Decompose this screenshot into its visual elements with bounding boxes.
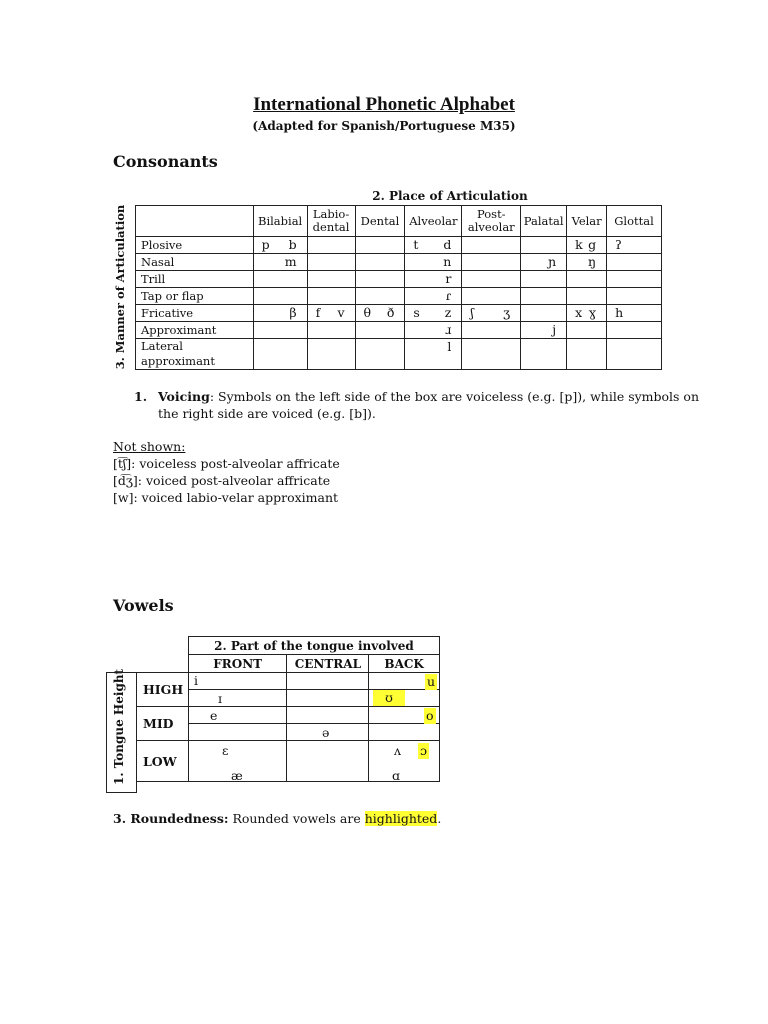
consonant-cell <box>567 339 607 370</box>
consonant-cell <box>355 237 405 254</box>
voiceless-symbol: ʃ <box>470 305 474 320</box>
consonant-cell <box>253 305 307 322</box>
voiceless-symbol: p <box>261 237 270 252</box>
col-header: Labio- dental <box>307 206 355 237</box>
row-label: Approximant <box>136 322 254 339</box>
voiceless-symbol: k <box>575 237 583 252</box>
row-label: Trill <box>136 271 254 288</box>
consonant-cell <box>521 271 567 288</box>
vowel-ash: æ <box>231 768 243 783</box>
vowel-o: o <box>426 708 434 723</box>
voiceless-symbol: t <box>413 237 419 252</box>
not-shown-label: Not shown: <box>113 439 186 454</box>
col-header: Post- alveolar <box>462 206 521 237</box>
not-shown-item: [d͡ʒ]: voiced post-alveolar affricate <box>113 473 331 488</box>
col-header: Palatal <box>521 206 567 237</box>
vowels-heading: Vowels <box>113 596 174 615</box>
consonant-cell <box>567 288 607 305</box>
roundedness-note: 3. Roundedness: Rounded vowels are highlighted. <box>113 811 442 826</box>
col-header: Glottal <box>607 206 662 237</box>
page-subtitle: (Adapted for Spanish/Portuguese M35) <box>252 119 516 133</box>
consonant-cell <box>567 322 607 339</box>
voiced-symbol: j <box>552 322 557 337</box>
consonant-cell <box>253 288 307 305</box>
consonant-cell <box>567 254 607 271</box>
consonant-cell <box>607 339 662 370</box>
place-caption: 2. Place of Articulation <box>372 189 528 203</box>
voiced-symbol: ɣ <box>588 305 597 320</box>
row-low: LOW <box>137 741 189 782</box>
voiced-symbol: ɾ <box>445 288 452 303</box>
vowel-upsilon: ʊ <box>373 690 405 706</box>
col-header: Alveolar <box>405 206 462 237</box>
consonant-row <box>136 339 662 370</box>
row-label: Plosive <box>136 237 254 254</box>
consonant-row <box>136 288 662 305</box>
consonant-cell <box>607 288 662 305</box>
consonant-cell <box>307 305 355 322</box>
consonant-cell <box>405 305 462 322</box>
consonant-cell <box>355 322 405 339</box>
voiceless-symbol: x <box>575 305 583 320</box>
consonant-cell <box>253 237 307 254</box>
voiced-symbol: l <box>447 339 452 354</box>
height-caption-box <box>106 668 137 793</box>
consonant-cell <box>607 271 662 288</box>
page-title: International Phonetic Alphabet <box>253 94 515 115</box>
col-central: CENTRAL <box>287 655 369 673</box>
vowel-open-o: ɔ <box>420 743 428 758</box>
consonant-cell <box>253 322 307 339</box>
vowel-i: i <box>194 673 198 688</box>
manner-caption: 3. Manner of Articulation <box>113 204 127 370</box>
consonant-cell <box>567 271 607 288</box>
consonant-cell <box>521 322 567 339</box>
voiceless-symbol: θ <box>363 305 372 320</box>
voiced-symbol: r <box>445 271 452 286</box>
col-back: BACK <box>369 655 440 673</box>
consonant-row <box>136 237 662 254</box>
consonant-cell <box>607 254 662 271</box>
voiced-symbol: ð <box>386 305 395 320</box>
consonant-cell <box>307 254 355 271</box>
col-header: Dental <box>355 206 405 237</box>
corner-cell <box>136 206 254 237</box>
consonant-cell <box>355 305 405 322</box>
consonant-cell <box>567 305 607 322</box>
vowel-small-i: ɪ <box>218 691 222 706</box>
row-label: Lateral approximant <box>136 339 254 370</box>
consonant-cell <box>462 254 521 271</box>
consonant-cell <box>405 237 462 254</box>
row-mid: MID <box>137 707 189 741</box>
vowel-e: e <box>210 708 218 723</box>
highlighted-word: highlighted <box>364 811 438 826</box>
consonant-cell <box>355 271 405 288</box>
voiceless-symbol: f <box>315 305 321 320</box>
consonant-cell <box>405 288 462 305</box>
col-front: FRONT <box>188 655 287 673</box>
vowel-open-a: ɑ <box>392 768 401 783</box>
row-label: Tap or flap <box>136 288 254 305</box>
voiced-symbol: n <box>443 254 452 269</box>
vowel-open-e: ɛ <box>222 743 229 758</box>
voicing-note: 1. Voicing: Symbols on the left side of the box are voiceless (e.g. [p]), while symbols on the right side are voiced (e.g. [b]). <box>134 389 700 421</box>
consonant-cell <box>607 305 662 322</box>
consonant-cell <box>405 339 462 370</box>
voiceless-symbol: h <box>615 305 624 320</box>
row-label: Nasal <box>136 254 254 271</box>
consonant-cell <box>462 237 521 254</box>
consonant-cell <box>253 271 307 288</box>
consonant-cell <box>405 254 462 271</box>
consonant-cell <box>521 288 567 305</box>
voiced-symbol: z <box>444 305 452 320</box>
consonant-cell <box>307 271 355 288</box>
vowel-schwa: ə <box>322 725 330 740</box>
consonant-cell <box>253 339 307 370</box>
row-label: Fricative <box>136 305 254 322</box>
voiced-symbol: m <box>284 254 297 269</box>
consonant-row <box>136 271 662 288</box>
consonant-row <box>136 254 662 271</box>
consonant-cell <box>253 254 307 271</box>
consonants-heading: Consonants <box>113 152 218 171</box>
consonant-cell <box>462 339 521 370</box>
voiced-symbol: ŋ <box>588 254 597 269</box>
consonant-cell <box>405 271 462 288</box>
voiced-symbol: v <box>337 305 345 320</box>
voiced-symbol: d <box>443 237 452 252</box>
consonant-cell <box>462 322 521 339</box>
not-shown-item: [t͡ʃ]: voiceless post-alveolar affricate <box>113 456 340 471</box>
consonant-cell <box>567 237 607 254</box>
consonant-row <box>136 322 662 339</box>
height-caption: 1. Tongue Height <box>112 668 126 785</box>
consonant-cell <box>607 237 662 254</box>
col-header: Bilabial <box>253 206 307 237</box>
vowel-table <box>136 636 440 782</box>
voiced-symbol: β <box>289 305 297 320</box>
consonant-cell <box>405 322 462 339</box>
vowel-wedge: ʌ <box>394 743 402 758</box>
consonant-cell <box>521 254 567 271</box>
part-caption: 2. Part of the tongue involved <box>188 637 439 655</box>
consonant-cell <box>521 237 567 254</box>
consonant-cell <box>307 322 355 339</box>
consonant-cell <box>462 288 521 305</box>
voiceless-symbol: s <box>413 305 420 320</box>
consonant-cell <box>355 254 405 271</box>
consonant-cell <box>355 339 405 370</box>
col-header: Velar <box>567 206 607 237</box>
voiced-symbol: ɲ <box>548 254 557 269</box>
voiced-symbol: ɹ <box>445 322 452 337</box>
voiceless-symbol: ʔ <box>615 237 622 252</box>
consonant-cell <box>462 271 521 288</box>
not-shown-list <box>113 438 340 506</box>
consonant-cell <box>521 339 567 370</box>
consonant-row <box>136 305 662 322</box>
consonant-cell <box>521 305 567 322</box>
consonant-cell <box>607 322 662 339</box>
voiced-symbol: ʒ <box>503 305 511 320</box>
not-shown-item: [w]: voiced labio-velar approximant <box>113 490 339 505</box>
row-high: HIGH <box>137 673 189 707</box>
consonant-cell <box>462 305 521 322</box>
consonant-cell <box>307 237 355 254</box>
consonant-cell <box>307 288 355 305</box>
consonant-cell <box>355 288 405 305</box>
consonant-cell <box>307 339 355 370</box>
vowel-u: u <box>427 674 436 689</box>
voiced-symbol: b <box>288 237 297 252</box>
consonant-table <box>135 205 662 370</box>
voiced-symbol: g <box>588 237 597 252</box>
